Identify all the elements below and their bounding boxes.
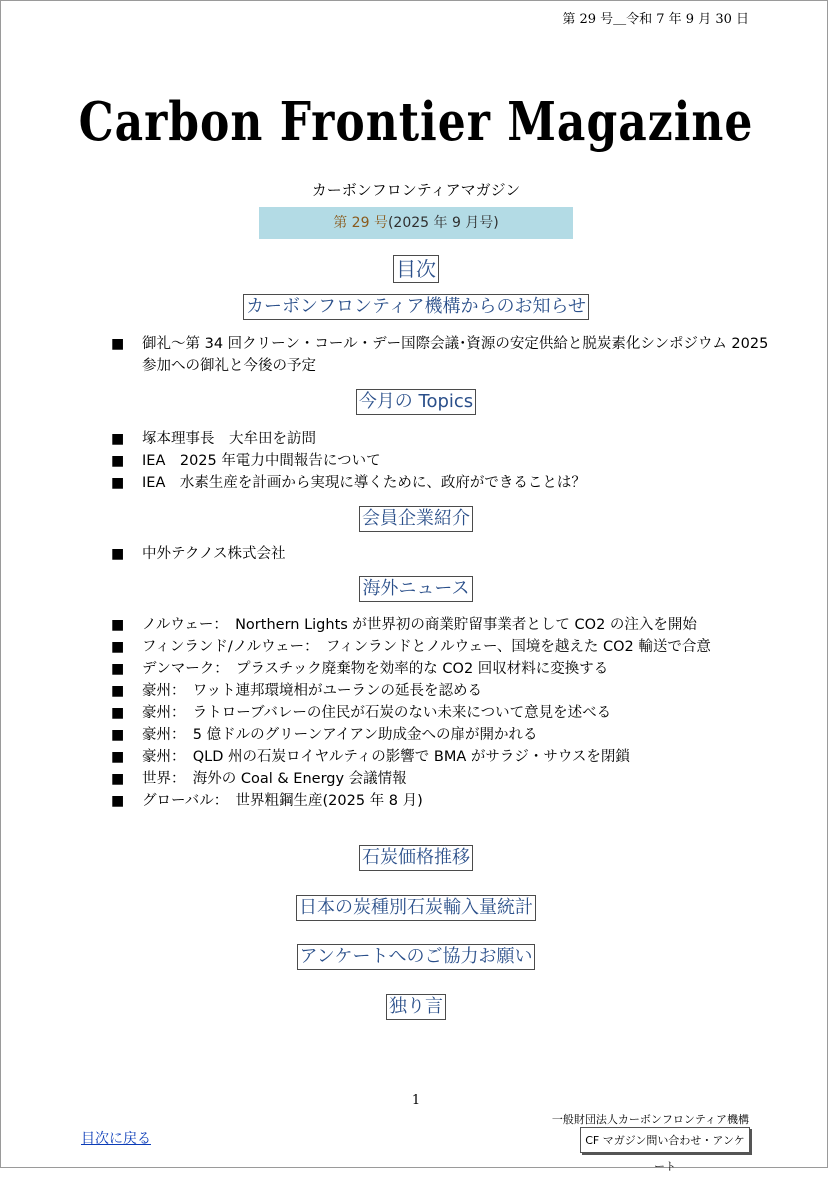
section-members-link[interactable]: 会員企業紹介 (359, 506, 473, 532)
section-topics-link[interactable]: 今月の Topics (356, 389, 476, 415)
section-notice[interactable] (1, 294, 830, 320)
inquiry-button[interactable]: CF マガジン問い合わせ・アンケート (580, 1127, 750, 1153)
section-coal-price[interactable] (1, 845, 830, 871)
section-imports-link[interactable]: 日本の炭種別石炭輸入量統計 (296, 895, 536, 921)
list-item: ■ 豪州： 5 億ドルのグリーンアイアン助成金への扉が開かれる (111, 724, 771, 746)
section-survey[interactable] (1, 944, 830, 970)
section-notice-link[interactable]: カーボンフロンティア機構からのお知らせ (243, 294, 589, 320)
list-item: ■ デンマーク： プラスチック廃棄物を効率的な CO2 回収材料に変換する (111, 658, 771, 680)
issue-date: 第 29 号＿令和 7 年 9 月 30 日 (562, 12, 749, 27)
topics-list (111, 428, 771, 494)
section-survey-link[interactable]: アンケートへのご協力お願い (297, 944, 536, 970)
section-monologue[interactable] (1, 994, 830, 1020)
section-imports[interactable] (1, 895, 830, 921)
section-members[interactable] (1, 506, 830, 532)
issue-number: 第 29 号 (333, 215, 388, 231)
section-topics[interactable] (1, 389, 830, 415)
list-item: ■ 豪州： ラトローブバレーの住民が石炭のない未来について意見を述べる (111, 702, 771, 724)
magazine-masthead: Carbon Frontier Magazine (78, 91, 754, 154)
organization-name: 一般財団法人カーボンフロンティア機構 (551, 1113, 749, 1126)
list-item: ■ 豪州： ワット連邦環境相がユーランの延長を認める (111, 680, 771, 702)
toc-heading (1, 255, 830, 283)
list-item: ■ 中外テクノス株式会社 (111, 543, 771, 565)
overseas-list (111, 614, 771, 812)
back-to-toc-link[interactable]: 目次に戻る (81, 1131, 151, 1147)
section-coal-price-link[interactable]: 石炭価格推移 (359, 845, 473, 871)
magazine-kana-title: カーボンフロンティアマガジン (311, 181, 521, 199)
page-number: 1 (411, 1093, 421, 1108)
issue-month: (2025 年 9 月号) (387, 215, 499, 231)
list-item: ■ IEA 水素生産を計画から実現に導くために、政府ができることは？ (111, 472, 771, 494)
toc-title: 目次 (393, 255, 439, 283)
list-item: ■ グローバル： 世界粗鋼生産(2025 年 8 月) (111, 790, 771, 812)
section-overseas[interactable] (1, 576, 830, 602)
list-item: ■ 豪州： QLD 州の石炭ロイヤルティの影響で BMA がサラジ・サウスを閉鎖 (111, 746, 771, 768)
issue-banner (259, 207, 573, 239)
list-item: ■ 御礼～第 34 回クリーン・コール・デー国際会議･資源の安定供給と脱炭素化シンポジウム 2025 参加への御礼と今後の予定 (111, 333, 771, 377)
section-monologue-link[interactable]: 独り言 (386, 994, 446, 1020)
list-item: ■ 塚本理事長 大牟田を訪問 (111, 428, 771, 450)
list-item: ■ IEA 2025 年電力中間報告について (111, 450, 771, 472)
list-item: ■ 世界： 海外の Coal & Energy 会議情報 (111, 768, 771, 790)
list-item: ■ ノルウェー： Northern Lights が世界初の商業貯留事業者として CO2 の注入を開始 (111, 614, 771, 636)
notice-list (111, 333, 771, 377)
list-item: ■ フィンランド/ノルウェー： フィンランドとノルウェー、国境を越えた CO2 輸送で合意 (111, 636, 771, 658)
section-overseas-link[interactable]: 海外ニュース (359, 576, 472, 602)
members-list (111, 543, 771, 565)
